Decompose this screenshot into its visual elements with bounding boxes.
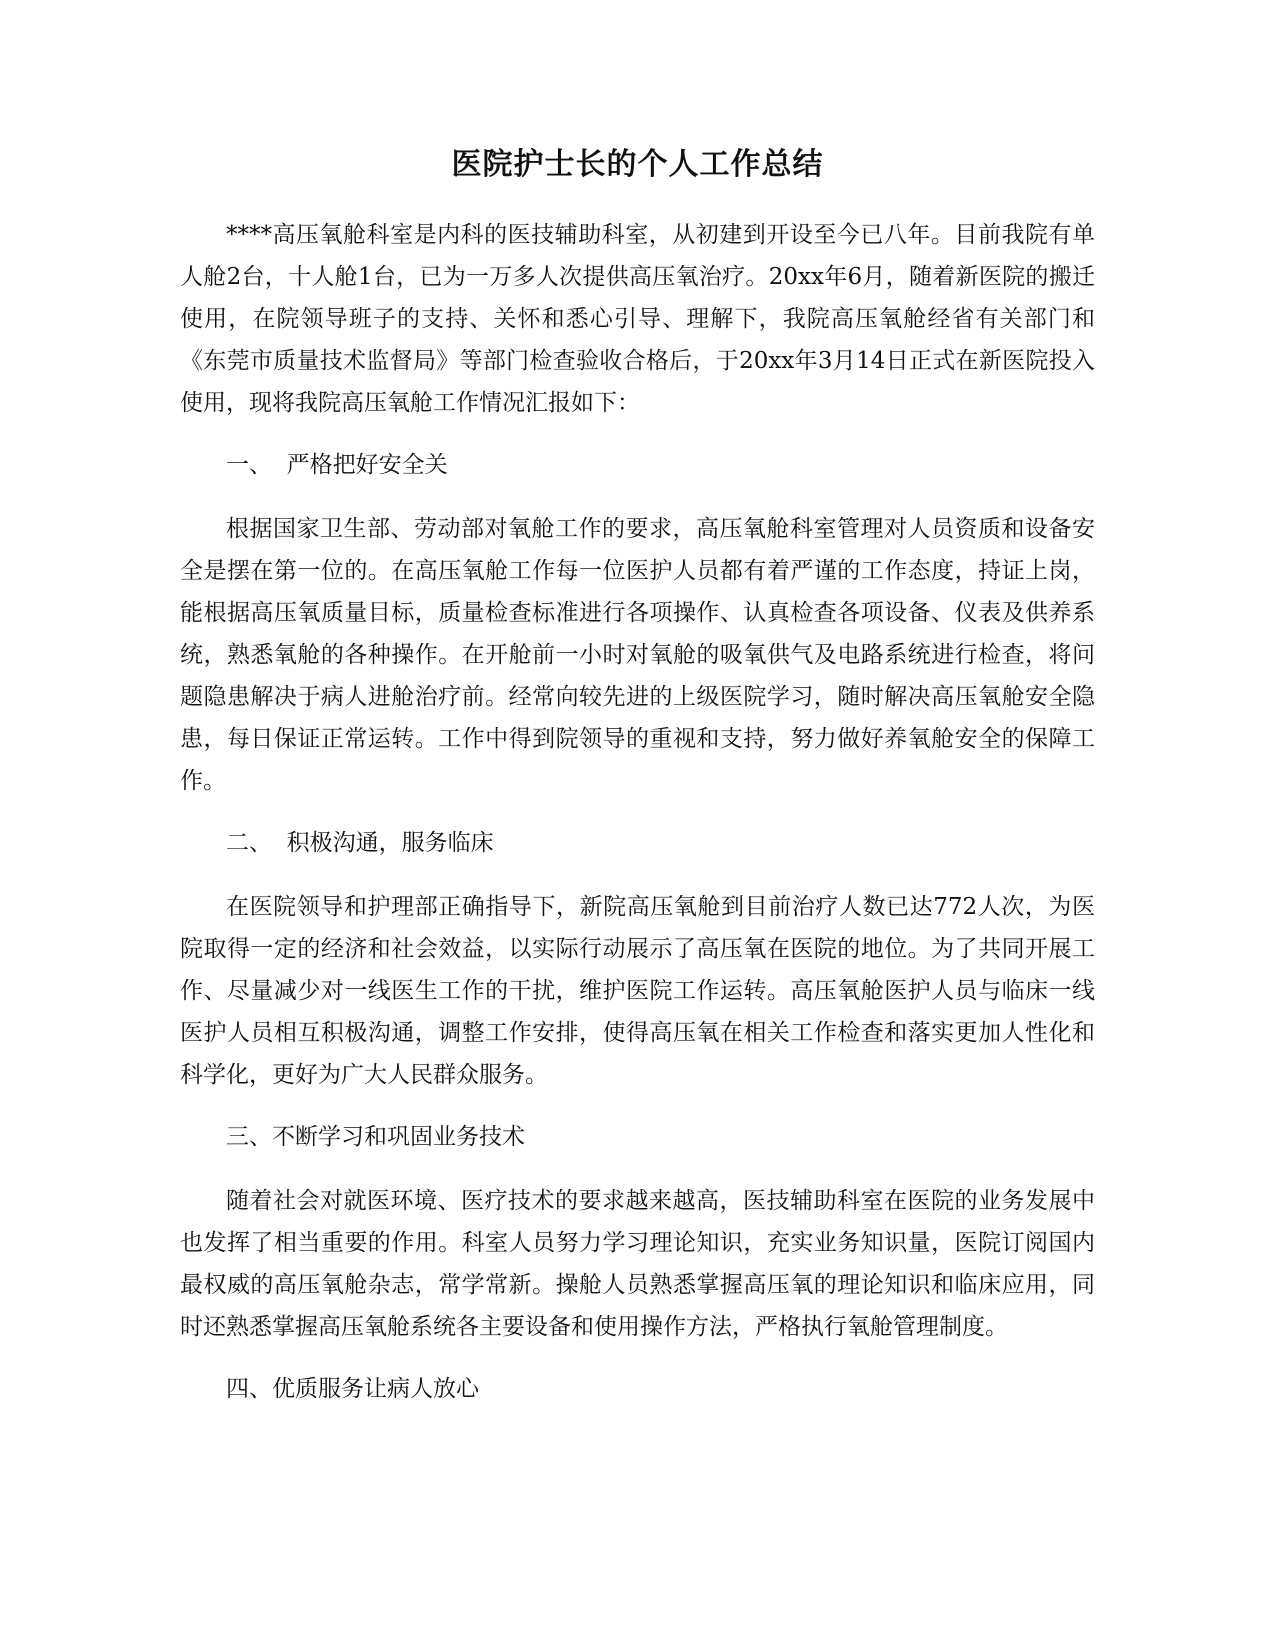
section-body-safety: 根据国家卫生部、劳动部对氧舱工作的要求，高压氧舱科室管理对人员资质和设备安全是摆在第一位的。在高压氧舱工作每一位医护人员都有着严谨的工作态度，持证上岗，能根据高压氧质量目标，质量检查标准进行各项操作、认真检查各项设备、仪表及供养系统，熟悉氧舱的各种操作。在开舱前一小时对氧舱的吸氧供气及电路系统进行检查，将问题隐患解决于病人进舱治疗前。经常向较先进的上级医院学习，随时解决高压氧舱安全隐患，每日保证正常运转。工作中得到院领导的重视和支持，努力做好养氧舱安全的保障工作。	[180, 516, 1095, 794]
document-page	[180, 140, 1095, 1410]
section-body-communication: 在医院领导和护理部正确指导下，新院高压氧舱到目前治疗人数已达772人次，为医院取得一定的经济和社会效益，以实际行动展示了高压氧在医院的地位。为了共同开展工作、尽量减少对一线医生工作的干扰，维护医院工作运转。高压氧舱医护人员与临床一线医护人员相互积极沟通，调整工作安排，使得高压氧在相关工作检查和落实更加人性化和科学化，更好为广大人民群众服务。	[180, 894, 1095, 1088]
intro-paragraph: ****高压氧舱科室是内科的医技辅助科室，从初建到开设至今已八年。目前我院有单人舱2台，十人舱1台，已为一万多人次提供高压氧治疗。20xx年6月，随着新医院的搬迁使用，在院领导班子的支持、关怀和悉心引导、理解下，我院高压氧舱经省有关部门和《东莞市质量技术监督局》等部门检查验收合格后，于20xx年3月14日正式在新医院投入使用，现将我院高压氧舱工作情况汇报如下：	[180, 222, 1095, 416]
section-heading-safety: 一、 严格把好安全关	[226, 452, 448, 478]
document-title: 医院护士长的个人工作总结	[451, 147, 824, 182]
section-heading-learning: 三、不断学习和巩固业务技术	[226, 1124, 525, 1150]
section-heading-communication: 二、 积极沟通，服务临床	[226, 830, 494, 856]
section-body-learning: 随着社会对就医环境、医疗技术的要求越来越高，医技辅助科室在医院的业务发展中也发挥了相当重要的作用。科室人员努力学习理论知识，充实业务知识量，医院订阅国内最权威的高压氧舱杂志，常学常新。操舱人员熟悉掌握高压氧的理论知识和临床应用，同时还熟悉掌握高压氧舱系统各主要设备和使用操作方法，严格执行氧舱管理制度。	[180, 1188, 1095, 1340]
section-heading-service: 四、优质服务让病人放心	[226, 1376, 479, 1402]
